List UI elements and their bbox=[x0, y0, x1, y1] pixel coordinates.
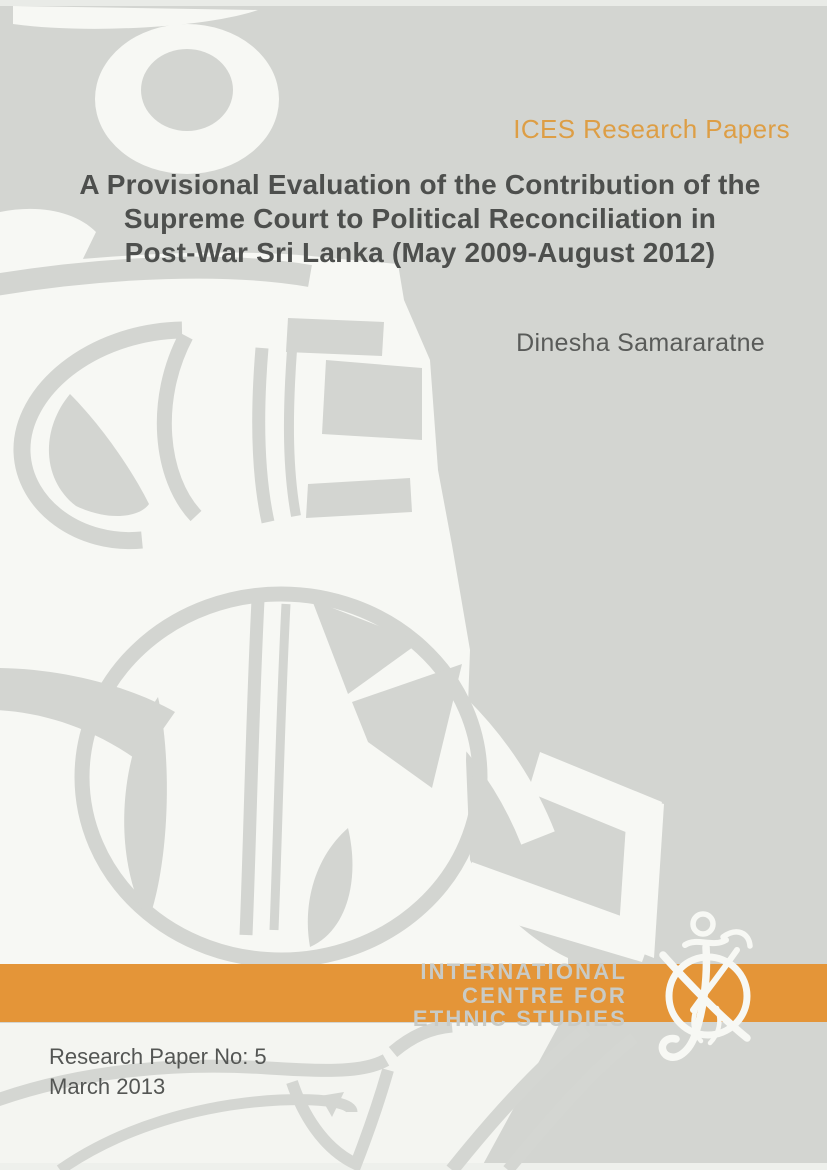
publisher-line-1: INTERNATIONAL bbox=[420, 959, 627, 984]
publisher-name bbox=[413, 960, 627, 1031]
paper-title bbox=[50, 168, 790, 270]
title-line-2: Supreme Court to Political Reconciliation in bbox=[123, 203, 717, 234]
publisher-line-2: CENTRE FOR bbox=[462, 982, 627, 1008]
title-line-3: Post-War Sri Lanka (May 2009-August 2012) bbox=[124, 237, 716, 268]
publication-date: March 2013 bbox=[49, 1074, 166, 1099]
title-line-1: A Provisional Evaluation of the Contribution of the bbox=[79, 169, 761, 200]
series-label: ICES Research Papers bbox=[513, 114, 790, 144]
author-name: Dinesha Samararatne bbox=[516, 329, 765, 357]
footer-meta bbox=[49, 1042, 267, 1102]
publisher-line-3: ETHNIC STUDIES bbox=[412, 1006, 627, 1031]
paper-number: Research Paper No: 5 bbox=[49, 1044, 267, 1069]
